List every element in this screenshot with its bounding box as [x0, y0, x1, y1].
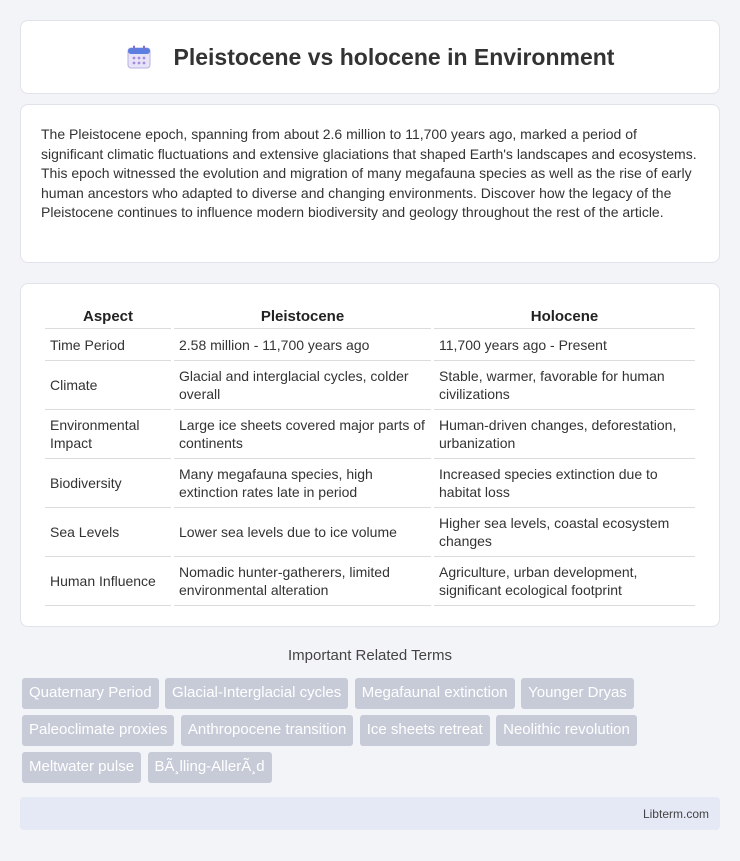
cell-holocene: Human-driven changes, deforestation, urbanization — [434, 410, 695, 459]
cell-holocene: Stable, warmer, favorable for human civilizations — [434, 361, 695, 410]
cell-aspect: Biodiversity — [45, 459, 171, 508]
cell-pleistocene: Many megafauna species, high extinction rates late in period — [174, 459, 431, 508]
related-term-tag[interactable]: Ice sheets retreat — [360, 715, 490, 746]
related-term-tag[interactable]: Neolithic revolution — [496, 715, 637, 746]
related-term-tag[interactable]: Younger Dryas — [521, 678, 634, 709]
header-pleistocene: Pleistocene — [174, 304, 431, 329]
related-terms-title: Important Related Terms — [288, 647, 452, 664]
cell-holocene: Increased species extinction due to habitat loss — [434, 459, 695, 508]
cell-holocene: 11,700 years ago - Present — [434, 329, 695, 361]
table-row — [45, 459, 695, 508]
related-term-tag[interactable]: Anthropocene transition — [181, 715, 353, 746]
header-holocene: Holocene — [434, 304, 695, 329]
calendar-icon — [126, 44, 152, 70]
cell-holocene: Agriculture, urban development, significant ecological footprint — [434, 557, 695, 606]
cell-pleistocene: Lower sea levels due to ice volume — [174, 508, 431, 557]
page-title: Pleistocene vs holocene in Environment — [173, 43, 615, 70]
comparison-table — [42, 304, 698, 606]
cell-aspect: Time Period — [45, 329, 171, 361]
footer-site-link[interactable]: Libterm.com — [642, 806, 709, 821]
table-header-row — [45, 304, 695, 329]
cell-pleistocene: 2.58 million - 11,700 years ago — [174, 329, 431, 361]
related-term-tag[interactable]: Glacial-Interglacial cycles — [165, 678, 348, 709]
related-terms-list — [22, 678, 722, 789]
cell-aspect: Environmental Impact — [45, 410, 171, 459]
header-aspect: Aspect — [45, 304, 171, 329]
comparison-table-card — [20, 283, 720, 627]
table-row — [45, 508, 695, 557]
cell-holocene: Higher sea levels, coastal ecosystem changes — [434, 508, 695, 557]
intro-card — [20, 104, 720, 263]
table-row — [45, 410, 695, 459]
cell-aspect: Climate — [45, 361, 171, 410]
cell-aspect: Sea Levels — [45, 508, 171, 557]
cell-pleistocene: Glacial and interglacial cycles, colder overall — [174, 361, 431, 410]
table-row — [45, 329, 695, 361]
cell-pleistocene: Large ice sheets covered major parts of continents — [174, 410, 431, 459]
cell-pleistocene: Nomadic hunter-gatherers, limited environmental alteration — [174, 557, 431, 606]
related-term-tag[interactable]: Meltwater pulse — [22, 752, 141, 783]
intro-paragraph: The Pleistocene epoch, spanning from about 2.6 million to 11,700 years ago, marked a period of significant climatic fluctuations and extensive glaciations that shaped Earth's landscapes and ecosystems. This epoch witnessed the evolution and migration of many megafauna species as well as the rise of early human ancestors who adapted to diverse and changing environments. Discover how the legacy of the Pleistocene continues to influence modern biodiversity and geology throughout the rest of the article. — [41, 126, 697, 221]
table-row — [45, 361, 695, 410]
table-row — [45, 557, 695, 606]
related-term-tag[interactable]: Megafaunal extinction — [355, 678, 515, 709]
cell-aspect: Human Influence — [45, 557, 171, 606]
related-term-tag[interactable]: Paleoclimate proxies — [22, 715, 174, 746]
related-term-tag[interactable]: BÃ¸lling-AllerÃ¸d — [148, 752, 272, 783]
related-term-tag[interactable]: Quaternary Period — [22, 678, 159, 709]
footer — [20, 797, 720, 830]
header-card — [20, 20, 720, 94]
